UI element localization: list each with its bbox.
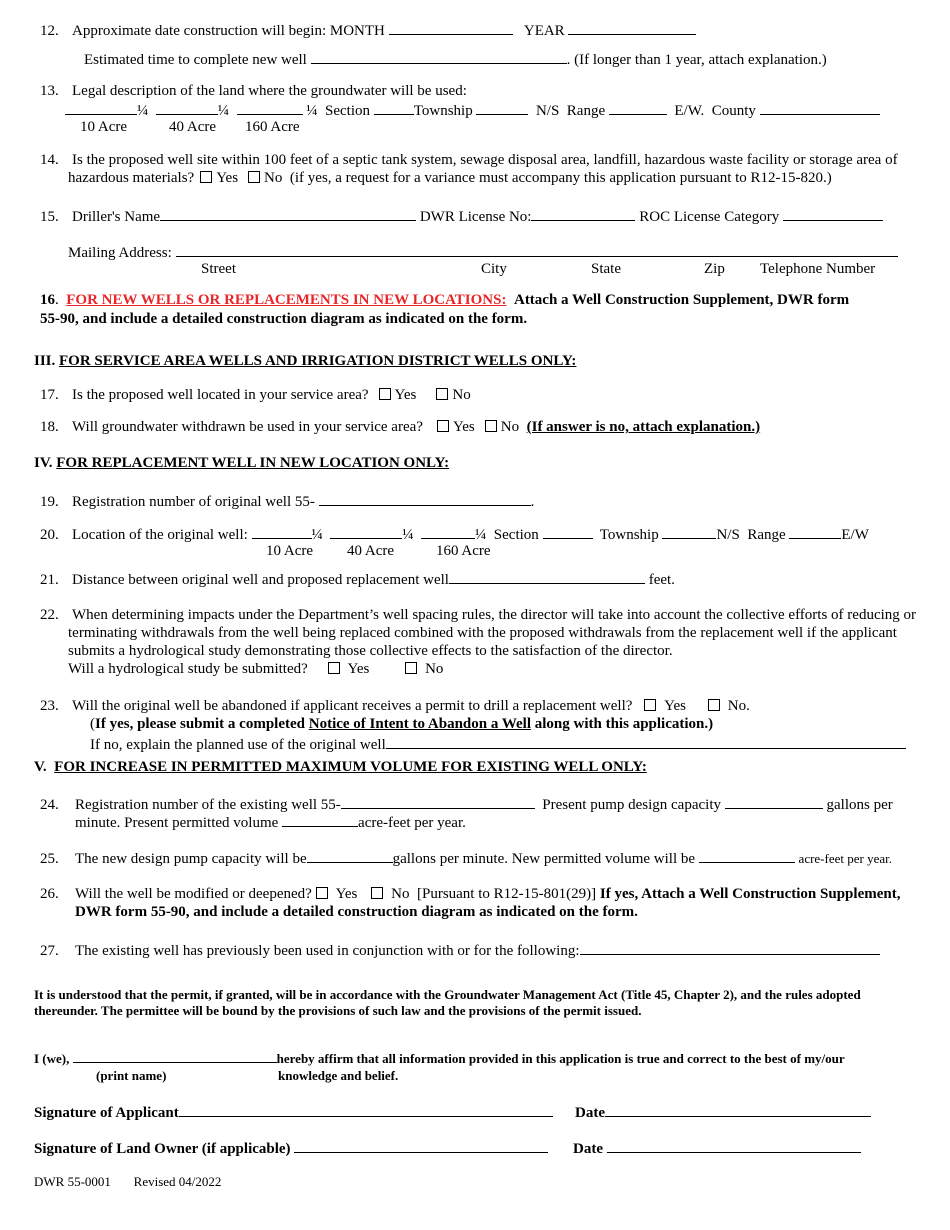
q16-number: 16 xyxy=(40,292,55,308)
q14-variance-note: (if yes, a request for a variance must accompany this application pursuant to R12-15-820.) xyxy=(289,170,832,186)
q19-number: 19. xyxy=(40,494,59,510)
q14-line2 xyxy=(68,169,832,187)
q23-line1 xyxy=(40,697,750,715)
yes-label: Yes xyxy=(216,170,239,186)
q23-yes-checkbox[interactable] xyxy=(644,699,656,711)
q18-number: 18. xyxy=(40,419,59,435)
q15-line xyxy=(40,206,883,226)
section-4-roman: IV. xyxy=(34,455,53,471)
q13-number: 13. xyxy=(40,83,59,99)
owner-date-line xyxy=(573,1138,861,1158)
q20-160acre-label: 160 Acre xyxy=(436,543,491,559)
q26-text: Will the well be modified or deepened? xyxy=(75,886,312,902)
distance-field[interactable] xyxy=(449,569,645,584)
q17-no-checkbox[interactable] xyxy=(436,388,448,400)
q23-line2 xyxy=(90,715,713,733)
no-label: No xyxy=(452,387,471,403)
q13-10acre-label: 10 Acre xyxy=(80,119,128,135)
q20-40acre-label: 40 Acre xyxy=(347,543,395,559)
new-permitted-volume-field[interactable] xyxy=(699,848,795,863)
q23-number: 23. xyxy=(40,698,59,714)
quarter-symbol: ¼ xyxy=(402,527,414,543)
q19-text: Registration number of original well 55- xyxy=(72,494,315,510)
q24-number: 24. xyxy=(40,797,59,813)
yes-label: Yes xyxy=(452,419,475,435)
affirm-text-2: knowledge and belief. xyxy=(278,1068,399,1083)
feet-label: feet. xyxy=(648,572,675,588)
mailing-address-field[interactable] xyxy=(176,242,898,257)
ns-label: N/S xyxy=(716,527,740,543)
acre-feet-per-year-label: acre-feet per year. xyxy=(798,851,892,866)
understood-text-1: It is understood that the permit, if granted, will be in accordance with the Groundwater Management Act (Title 45, Chapter 2), and the rules adopted xyxy=(34,987,861,1002)
form-number: DWR 55-0001 xyxy=(34,1174,111,1189)
q23-text: Will the original well be abandoned if applicant receives a permit to drill a replacement well? xyxy=(72,698,633,714)
ew-label: E/W xyxy=(841,527,869,543)
q22-line4 xyxy=(68,660,443,678)
owner-signature-line xyxy=(34,1138,548,1158)
q24-line2 xyxy=(75,812,466,832)
applicant-date-line xyxy=(575,1102,871,1122)
q13-township-field[interactable] xyxy=(476,100,528,115)
q13-10acre-field[interactable] xyxy=(65,100,137,115)
existing-well-registration-field[interactable] xyxy=(341,794,535,809)
no-label: No xyxy=(391,886,410,902)
month-field[interactable] xyxy=(389,20,513,35)
footer xyxy=(34,1173,221,1191)
township-label: Township xyxy=(599,527,659,543)
q13-range-field[interactable] xyxy=(609,100,667,115)
q27-text: The existing well has previously been used in conjunction with or for the following: xyxy=(75,943,580,959)
q18-yes-checkbox[interactable] xyxy=(437,420,449,432)
ew-label: E/W. xyxy=(674,103,705,119)
q12-estimate-line xyxy=(84,49,827,69)
q20-text: Location of the original well: xyxy=(72,527,248,543)
no-label: No xyxy=(500,419,520,435)
q18-line xyxy=(40,418,760,436)
q14-number: 14. xyxy=(40,152,59,168)
q22-yes-checkbox[interactable] xyxy=(328,662,340,674)
new-pump-capacity-field[interactable] xyxy=(307,848,393,863)
year-field[interactable] xyxy=(568,20,696,35)
section-5-roman: V. xyxy=(34,759,47,775)
print-name-field[interactable] xyxy=(73,1050,277,1063)
q23-line3 xyxy=(90,734,906,754)
q22-no-checkbox[interactable] xyxy=(405,662,417,674)
telephone-label: Telephone Number xyxy=(760,261,876,277)
q27-number: 27. xyxy=(40,943,59,959)
q24-text: Registration number of the existing well 55- xyxy=(75,797,341,813)
pump-capacity-label: Present pump design capacity xyxy=(542,797,721,813)
q23-bold-2: along with this application.) xyxy=(531,716,714,732)
estimate-note: . (If longer than 1 year, attach explanation.) xyxy=(566,52,827,68)
original-well-registration-field[interactable] xyxy=(319,491,531,506)
applicant-signature-label: Signature of Applicant xyxy=(34,1105,179,1121)
owner-signature-field[interactable] xyxy=(294,1138,548,1153)
quarter-symbol: ¼ xyxy=(306,103,318,119)
q22-line1 xyxy=(40,606,916,624)
q18-no-checkbox[interactable] xyxy=(485,420,497,432)
q26-bold-2: DWR form 55-90, and include a detailed construction diagram as indicated on the form. xyxy=(75,904,638,920)
q13-text: Legal description of the land where the groundwater will be used: xyxy=(72,83,467,99)
yes-label: Yes xyxy=(335,886,358,902)
q22-question: Will a hydrological study be submitted? xyxy=(68,661,308,677)
mailing-label: Mailing Address: xyxy=(68,245,172,261)
owner-date-field[interactable] xyxy=(607,1138,861,1153)
section-3-roman: III. xyxy=(34,353,56,369)
yes-label: Yes xyxy=(347,661,370,677)
q17-yes-checkbox[interactable] xyxy=(379,388,391,400)
q23-ifno-label: If no, explain the planned use of the original well xyxy=(90,737,386,753)
q25-number: 25. xyxy=(40,851,59,867)
q26-number: 26. xyxy=(40,886,59,902)
driller-name-label: Driller's Name xyxy=(72,209,161,225)
q13-line xyxy=(40,82,467,100)
mailing-line xyxy=(68,242,898,262)
applicant-signature-field[interactable] xyxy=(179,1102,553,1117)
q26-no-checkbox[interactable] xyxy=(371,887,383,899)
q16-line1 xyxy=(40,291,849,309)
q19-period: . xyxy=(530,494,535,510)
q24-line1 xyxy=(40,794,893,814)
q25-line xyxy=(40,848,892,868)
q20-40acre-field[interactable] xyxy=(330,524,402,539)
quarter-symbol: ¼ xyxy=(137,103,149,119)
q17-line xyxy=(40,386,471,404)
section-label: Section xyxy=(493,527,539,543)
driller-name-field[interactable] xyxy=(160,206,416,221)
q22-text-2: terminating withdrawals from the well being replaced combined with the proposed withdrawals from the replacement well if the applicant xyxy=(68,625,897,641)
q20-line xyxy=(40,524,869,544)
year-label: YEAR xyxy=(523,23,565,39)
range-label: Range xyxy=(566,103,606,119)
street-label: Street xyxy=(201,261,236,277)
yes-label: Yes xyxy=(664,698,686,714)
q22-number: 22. xyxy=(40,607,59,623)
q22-text-1: When determining impacts under the Department’s well spacing rules, the director will take into account the collective efforts of reducing or xyxy=(72,607,917,623)
date-label: Date xyxy=(573,1141,603,1157)
applicant-date-field[interactable] xyxy=(605,1102,871,1117)
planned-use-field[interactable] xyxy=(386,734,906,749)
q14-line1 xyxy=(40,151,898,169)
q13-county-field[interactable] xyxy=(760,100,880,115)
pump-capacity-field[interactable] xyxy=(725,794,823,809)
q20-160acre-field[interactable] xyxy=(421,524,475,539)
q20-township-field[interactable] xyxy=(662,524,716,539)
q12-number: 12. xyxy=(40,23,59,39)
i-we-label: I (we), xyxy=(34,1051,70,1066)
q26-bold-1: If yes, Attach a Well Construction Supplement, xyxy=(599,886,901,902)
ns-label: N/S xyxy=(535,103,560,119)
no-label: No xyxy=(425,661,444,677)
understood-text-2: thereunder. The permittee will be bound by the provisions of such law and the provisions of the permit issued. xyxy=(34,1003,642,1018)
q20-number: 20. xyxy=(40,527,59,543)
quarter-symbol: ¼ xyxy=(475,527,487,543)
q13-section-field[interactable] xyxy=(374,100,414,115)
q23-paren: ( xyxy=(90,716,95,732)
quarter-symbol: ¼ xyxy=(217,103,229,119)
new-volume-label: gallons per minute. New permitted volume will be xyxy=(392,851,696,867)
q14-yes-checkbox[interactable] xyxy=(200,171,212,183)
q27-line xyxy=(40,940,880,960)
q21-text: Distance between original well and proposed replacement well xyxy=(72,572,449,588)
permitted-volume-field[interactable] xyxy=(282,812,358,827)
q16-dot: . xyxy=(55,292,59,308)
q20-10acre-label: 10 Acre xyxy=(266,543,314,559)
city-label: City xyxy=(481,261,507,277)
q25-text: The new design pump capacity will be xyxy=(75,851,307,867)
q22-text-3: submits a hydrological study demonstrating those collective effects to the satisfaction of the director. xyxy=(68,643,673,659)
q18-text: Will groundwater withdrawn be used in your service area? xyxy=(72,419,423,435)
township-label: Township xyxy=(413,103,473,119)
q12-line xyxy=(40,20,696,40)
roc-field[interactable] xyxy=(783,206,883,221)
q14-text-2: hazardous materials? xyxy=(68,170,195,186)
county-label: County xyxy=(711,103,756,119)
state-label: State xyxy=(591,261,621,277)
section-5-heading xyxy=(34,758,647,776)
q18-note: (If answer is no, attach explanation.) xyxy=(526,419,761,435)
affirm-text: hereby affirm that all information provided in this application is true and correct to the best of my/our xyxy=(276,1051,845,1066)
gallons-per-label: gallons per xyxy=(826,797,893,813)
q23-bold-1: If yes, please submit a completed xyxy=(95,716,309,732)
quarter-symbol: ¼ xyxy=(311,527,323,543)
q13-40acre-label: 40 Acre xyxy=(169,119,217,135)
yes-label: Yes xyxy=(394,387,417,403)
q26-pursuant: [Pursuant to R12-15-801(29)] xyxy=(416,886,597,902)
q13-40acre-field[interactable] xyxy=(156,100,218,115)
permitted-volume-label: minute. Present permitted volume xyxy=(75,815,279,831)
q26-yes-checkbox[interactable] xyxy=(316,887,328,899)
section-5-title: FOR INCREASE IN PERMITTED MAXIMUM VOLUME FOR EXISTING WELL ONLY: xyxy=(54,759,647,775)
zip-label: Zip xyxy=(704,261,725,277)
q17-text: Is the proposed well located in your service area? xyxy=(72,387,369,403)
affirm-line xyxy=(34,1050,845,1068)
q14-no-checkbox[interactable] xyxy=(248,171,260,183)
estimate-field[interactable] xyxy=(311,49,567,64)
q20-10acre-field[interactable] xyxy=(252,524,312,539)
previous-use-field[interactable] xyxy=(580,940,880,955)
acre-feet-label: acre-feet per year. xyxy=(358,815,466,831)
q20-range-field[interactable] xyxy=(789,524,841,539)
q13-160acre-field[interactable] xyxy=(237,100,303,115)
q13-legal-fields xyxy=(65,100,880,120)
owner-signature-label: Signature of Land Owner (if applicable) xyxy=(34,1141,291,1157)
q26-line1 xyxy=(40,885,900,903)
applicant-signature-line xyxy=(34,1102,553,1122)
q17-number: 17. xyxy=(40,387,59,403)
q16-text-2: 55-90, and include a detailed construction diagram as indicated on the form. xyxy=(40,311,528,327)
section-4-title: FOR REPLACEMENT WELL IN NEW LOCATION ONLY: xyxy=(56,455,450,471)
no-label: No. xyxy=(727,698,750,714)
q23-no-checkbox[interactable] xyxy=(708,699,720,711)
q12-text: Approximate date construction will begin: MONTH xyxy=(72,23,385,39)
q20-section-field[interactable] xyxy=(543,524,593,539)
roc-label: ROC License Category xyxy=(639,209,780,225)
range-label: Range xyxy=(747,527,786,543)
print-name-label: (print name) xyxy=(96,1068,167,1083)
q15-number: 15. xyxy=(40,209,59,225)
q21-line xyxy=(40,569,675,589)
estimate-label: Estimated time to complete new well xyxy=(84,52,307,68)
section-label: Section xyxy=(325,103,370,119)
notice-of-intent-link[interactable]: Notice of Intent to Abandon a Well xyxy=(308,716,531,732)
q21-number: 21. xyxy=(40,572,59,588)
section-3-title: FOR SERVICE AREA WELLS AND IRRIGATION DISTRICT WELLS ONLY: xyxy=(59,353,577,369)
section-3-heading xyxy=(34,352,576,370)
q16-heading: FOR NEW WELLS OR REPLACEMENTS IN NEW LOCATIONS: xyxy=(66,292,507,308)
q19-line xyxy=(40,491,534,511)
no-label: No xyxy=(264,170,283,186)
q14-text-1: Is the proposed well site within 100 feet of a septic tank system, sewage disposal area, landfill, hazardous waste facility or storage area of xyxy=(72,152,898,168)
revised-date: Revised 04/2022 xyxy=(133,1174,222,1189)
date-label: Date xyxy=(575,1105,605,1121)
dwr-license-field[interactable] xyxy=(531,206,635,221)
q13-160acre-label: 160 Acre xyxy=(245,119,300,135)
q16-text-1: Attach a Well Construction Supplement, DWR form xyxy=(513,292,850,308)
section-4-heading xyxy=(34,454,449,472)
dwr-license-label: DWR License No: xyxy=(419,209,532,225)
